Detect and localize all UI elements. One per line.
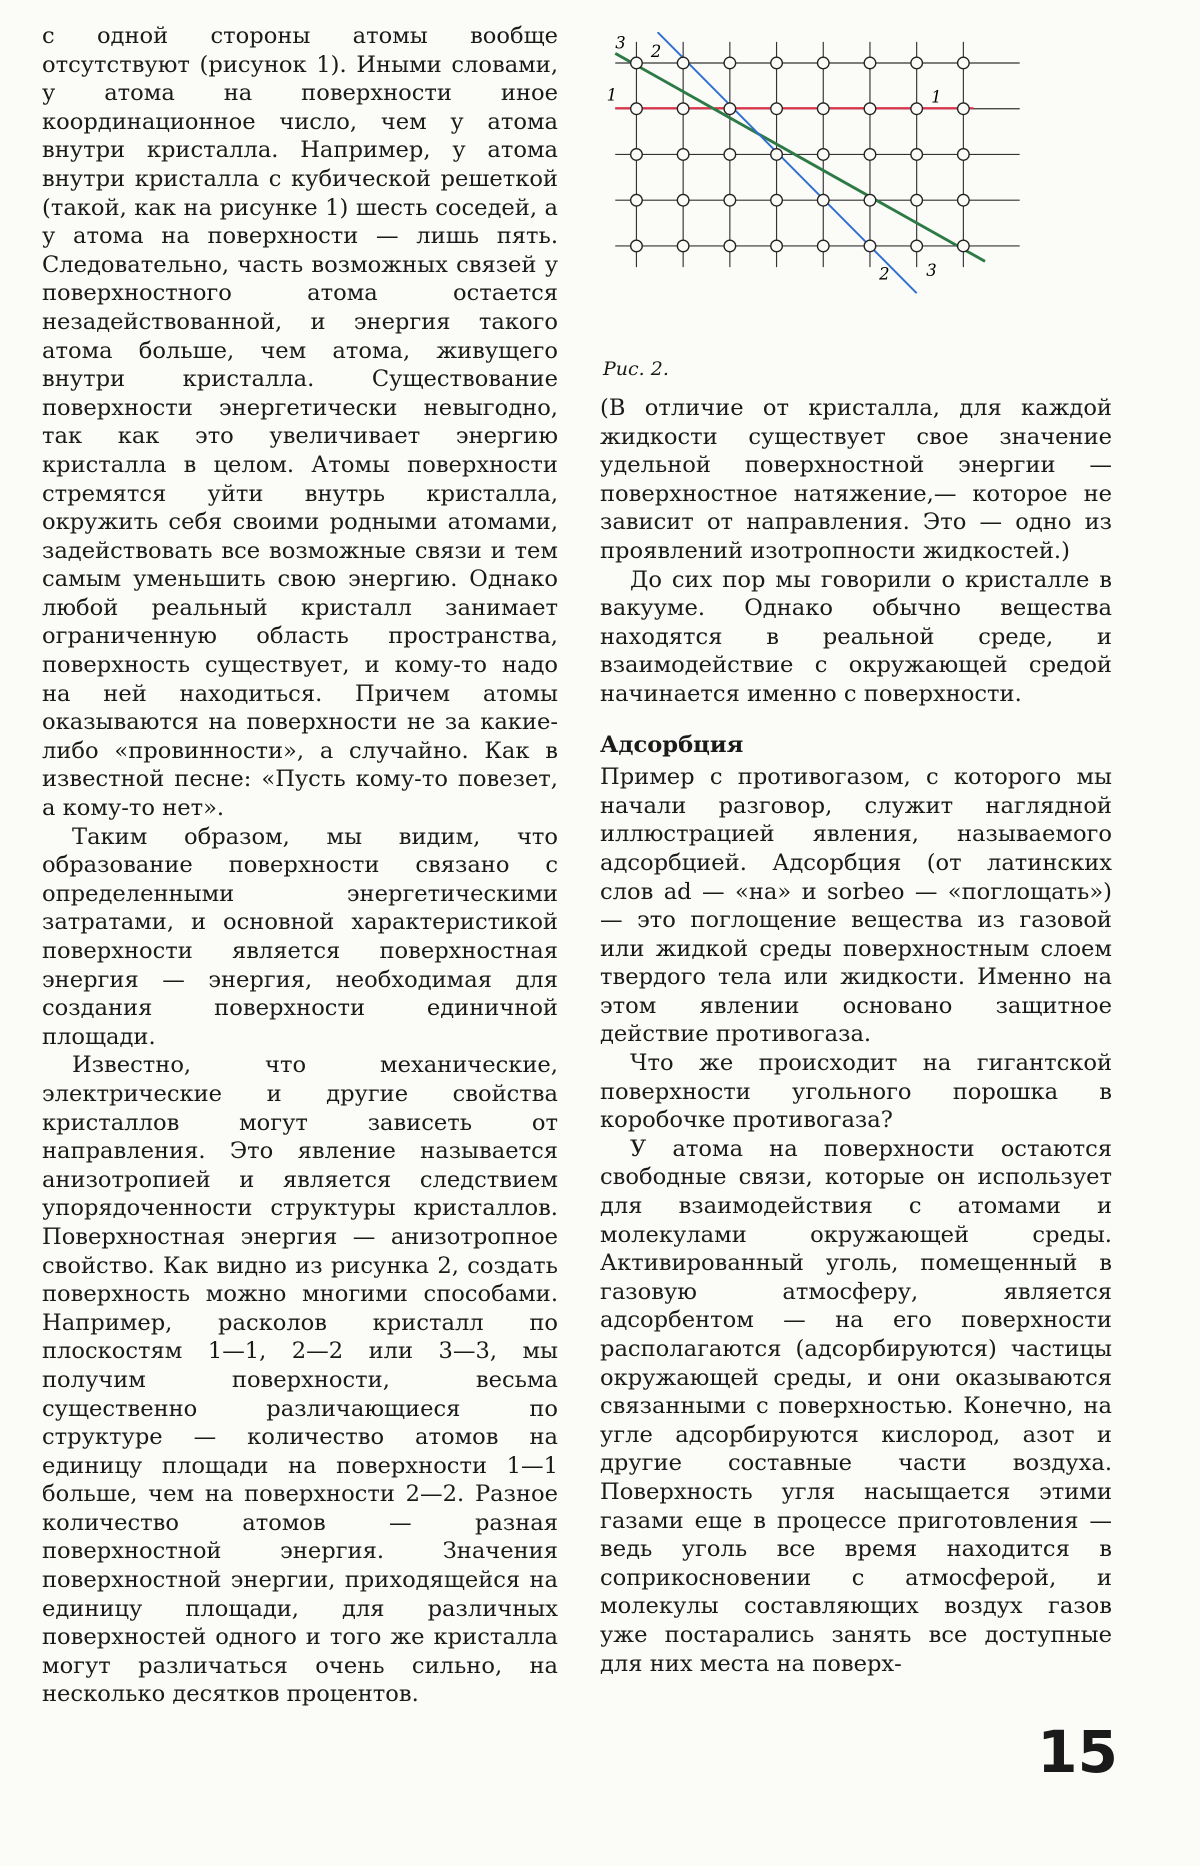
atom-node	[677, 194, 689, 206]
atom-node	[864, 103, 876, 115]
atom-node	[817, 57, 829, 69]
atom-node	[724, 103, 736, 115]
atom-node	[817, 103, 829, 115]
atom-node	[771, 57, 783, 69]
atom-node	[631, 57, 643, 69]
atom-node	[771, 103, 783, 115]
lattice-diagram	[596, 32, 1116, 354]
atom-node	[724, 149, 736, 161]
atom-node	[958, 57, 970, 69]
atom-node	[817, 194, 829, 206]
paragraph: Пример с противогазом, с которого мы начали разговор, служит наглядной иллюстрацией явления, называемого адсорбцией. Адсорбция (от латинских слов ad — «на» и sorbeo — «поглощать») — это поглощение вещества из газовой или жидкой среды поверхностным слоем твердого тела или жидкости. Именно на этом явлении основано защитное действие противогаза.	[600, 764, 1112, 1048]
paragraph: Таким образом, мы видим, что образование поверхности связано с определенными энергетическими затратами, и основной характеристикой поверхности является поверхностная энергия — энергия, необходимая для создания поверхности единичной площади.	[42, 823, 558, 1050]
atom-node	[911, 57, 923, 69]
atom-node	[631, 240, 643, 252]
atom-node	[911, 194, 923, 206]
atom-node	[724, 194, 736, 206]
atom-node	[677, 149, 689, 161]
atom-node	[864, 149, 876, 161]
atom-node	[677, 240, 689, 252]
figure-caption: Рис. 2.	[603, 358, 669, 380]
label-2-top: 2	[650, 42, 662, 62]
atom-node	[864, 57, 876, 69]
crystal-lattice-figure	[596, 32, 1116, 354]
atom-node	[911, 103, 923, 115]
atom-node	[724, 240, 736, 252]
paragraph: с одной стороны атомы вообще отсутствуют (рисунок 1). Иными словами, у атома на поверхности иное координационное число, чем у атома внутри кристалла. Например, у атома внутри кристалла с кубической решеткой (такой, как на рисунке 1) шесть соседей, а у атома на поверхности — лишь пять. Следовательно, часть возможных связей у поверхностного атома остается незадействованной, и энергия такого атома больше, чем атома, живущего внутри кристалла. Существование поверхности энергетически невыгодно, так как это увеличивает энергию кристалла в целом. Атомы поверхности стремятся уйти внутрь кристалла, окружить себя своими родными атомами, задействовать все возможные связи и тем самым уменьшить свою энергию. Однако любой реальный кристалл занимает ограниченную область пространства, поверхность существует, и кому-то надо на ней находиться. Причем атомы оказываются на поверхности не за какие-либо «провинности», а случайно. Как в известной песне: «Пусть кому-то повезет, а кому-то нет».	[42, 23, 558, 822]
cleavage-line-2-2	[658, 32, 917, 293]
atom-node	[771, 149, 783, 161]
page-number: 15	[1037, 1718, 1118, 1786]
right-column	[600, 394, 1112, 1678]
atom-node	[771, 240, 783, 252]
left-column	[42, 22, 558, 1709]
label-2-bottom: 2	[879, 264, 890, 284]
cleavage-line-3-3	[615, 53, 985, 261]
atom-node	[958, 103, 970, 115]
atom-node	[771, 194, 783, 206]
atom-node	[864, 240, 876, 252]
paragraph: У атома на поверхности остаются свободные связи, которые он использует для взаимодействия с атомами и молекулами окружающей среды. Активированный уголь, помещенный в газовую атмосферу, является адсорбентом — на его поверхности располагаются (адсорбируются) частицы окружающей среды, и они оказываются связанными с поверхностью. Конечно, на угле адсорбируются кислород, азот и другие составные части воздуха. Поверхность угля насыщается этими газами еще в процессе приготовления — ведь уголь все время находится в соприкосновении с атмосферой, и молекулы составляющих воздух газов уже постарались занять все доступные для них места на поверх-	[600, 1135, 1112, 1677]
atom-node	[864, 194, 876, 206]
paragraph: Что же происходит на гигантской поверхности угольного порошка в коробочке противогаза?	[600, 1050, 1112, 1134]
atom-node	[631, 149, 643, 161]
label-3-top: 3	[615, 33, 626, 53]
atom-node	[911, 240, 923, 252]
atom-node	[677, 57, 689, 69]
atom-node	[631, 103, 643, 115]
atom-node	[631, 194, 643, 206]
label-1-left: 1	[606, 85, 618, 105]
atom-node	[958, 149, 970, 161]
paragraph: Известно, что механические, электрические и другие свойства кристаллов могут зависеть от направления. Это явление называется анизотропией и является следствием упорядоченности структуры кристаллов. Поверхностная энергия — анизотропное свойство. Как видно из рисунка 2, создать поверхность можно многими способами. Например, расколов кристалл по плоскостям 1—1, 2—2 или 3—3, мы получим поверхности, весьма существенно различающиеся по структуре — количество атомов на единицу площади на поверхности 1—1 больше, чем на поверхности 2—2. Разное количество атомов — разная поверхностной энергия. Значения поверхностной энергии, приходящейся на единицу площади, для различных поверхностей одного и того же кристалла могут различаться очень сильно, на несколько десятков процентов.	[42, 1052, 558, 1708]
atom-node	[724, 57, 736, 69]
paragraph: До сих пор мы говорили о кристалле в вакууме. Однако обычно вещества находятся в реальной среде, и взаимодействие с окружающей средой начинается именно с поверхности.	[600, 566, 1112, 707]
label-1-right: 1	[931, 87, 942, 107]
atom-node	[677, 103, 689, 115]
atom-node	[817, 240, 829, 252]
label-3-bottom: 3	[926, 260, 937, 280]
atom-node	[911, 149, 923, 161]
atom-node	[958, 240, 970, 252]
atom-node	[817, 149, 829, 161]
section-heading: Адсорбция	[600, 731, 744, 758]
paragraph: (В отличие от кристалла, для каждой жидкости существует свое значение удельной поверхностной энергии — поверхностное натяжение,— которое не зависит от направления. Это — одно из проявлений изотропности жидкостей.)	[600, 395, 1112, 564]
atom-node	[958, 194, 970, 206]
